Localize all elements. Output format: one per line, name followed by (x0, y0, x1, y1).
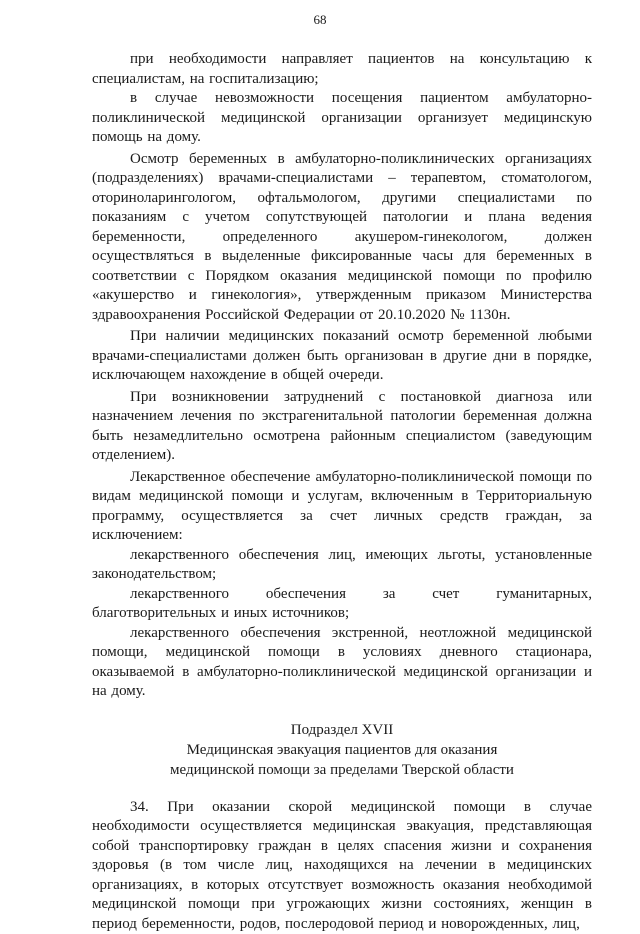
paragraph-consultation: при необходимости направляет пациентов на консультацию к специалистам, на госпитализацию; (92, 50, 592, 89)
paragraph-home-care: в случае невозможности посещения пациентом амбулаторно-поликлинической медицинской организации организует медицинскую помощь на дому. (92, 89, 592, 148)
paragraph-exception-benefits: лекарственного обеспечения лиц, имеющих льготы, установленные законодательством; (92, 546, 592, 585)
paragraph-drug-supply: Лекарственное обеспечение амбулаторно-поликлинической помощи по видам медицинской помощи и услугам, включенным в Территориальную программу, осуществляется за счет личных средств граждан, за исключением: (92, 468, 592, 546)
subsection-title-line-2: медицинской помощи за пределами Тверской области (92, 760, 592, 780)
paragraph-exception-charity: лекарственного обеспечения за счет гуманитарных, благотворительных и иных источников; (92, 585, 592, 624)
paragraph-exception-emergency: лекарственного обеспечения экстренной, неотложной медицинской помощи, медицинской помощи в условиях дневного стационара, оказываемой в амбулаторно-поликлинической медицинской организации и на дому. (92, 624, 592, 702)
paragraph-pregnant-exam: Осмотр беременных в амбулаторно-поликлинических организациях (подразделениях) врачами-специалистами – терапевтом, стоматологом, оториноларингологом, офтальмологом, другими специалистами по показаниям с учетом сопутствующей патологии и плана ведения беременности, определенного акушером-гинекологом, должен осуществляться в выделенные фиксированные часы для беременных в соответствии с Порядком оказания медицинской помощи по профилю «акушерство и гинекология», утвержденным приказом Министерства здравоохранения Российской Федерации от 20.10.2020 № 1130н. (92, 150, 592, 326)
document-body (92, 50, 592, 934)
subsection-title-line-1: Медицинская эвакуация пациентов для оказания (92, 740, 592, 760)
subsection-heading (92, 720, 592, 780)
subsection-number: Подраздел XVII (92, 720, 592, 740)
page-number: 68 (0, 12, 640, 28)
paragraph-other-days: При наличии медицинских показаний осмотр беременной любыми врачами-специалистами должен быть организован в другие дни в порядке, исключающем нахождение в общей очереди. (92, 327, 592, 386)
paragraph-diagnosis-difficulty: При возникновении затруднений с постановкой диагноза или назначением лечения по экстрагенитальной патологии беременная должна быть незамедлительно осмотрена районным специалистом (заведующим отделением). (92, 388, 592, 466)
paragraph-34-medical-evacuation: 34. При оказании скорой медицинской помощи в случае необходимости осуществляется медицинская эвакуация, представляющая собой транспортировку граждан в целях спасения жизни и сохранения здоровья (в том числе лиц, находящихся на лечении в медицинских организациях, в которых отсутствует возможность оказания необходимой медицинской помощи при угрожающих жизни состояниях, женщин в период беременности, родов, послеродовой период и новорожденных, лиц, (92, 798, 592, 934)
